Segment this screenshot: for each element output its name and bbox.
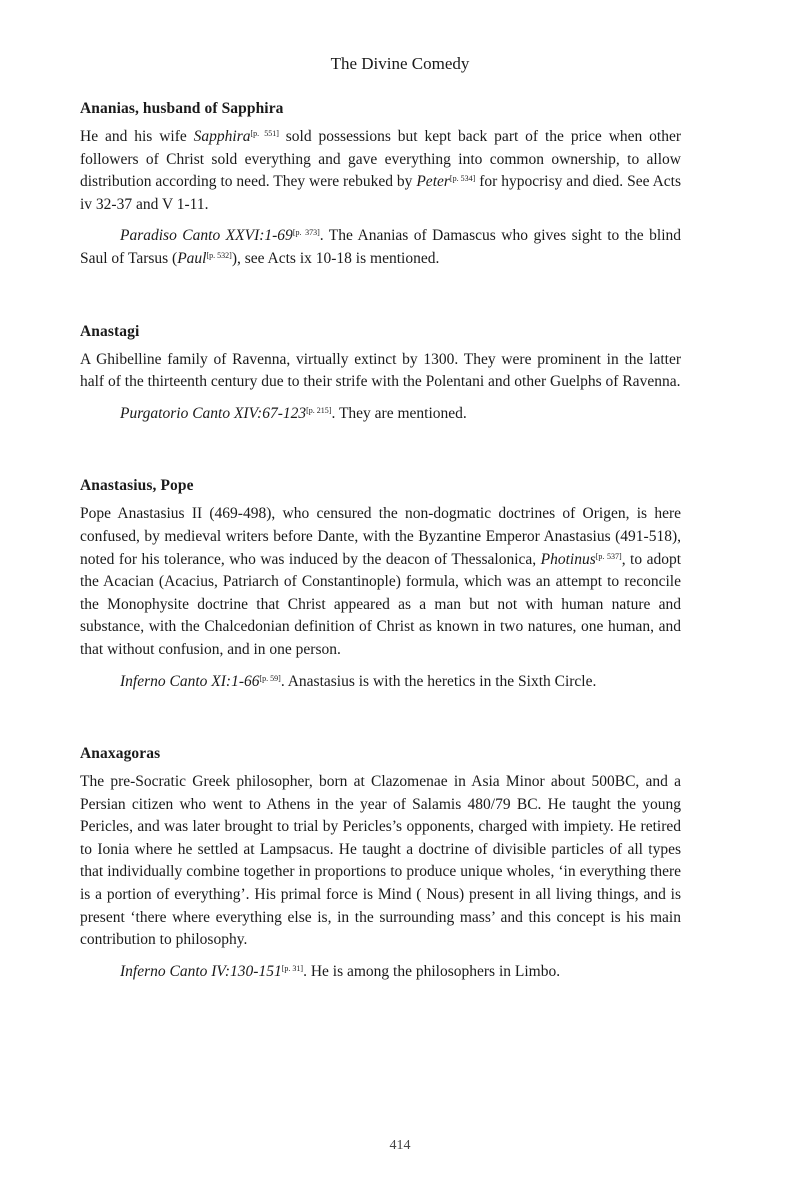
canto-link[interactable]: Purgatorio Canto XIV:67-123	[120, 404, 307, 422]
text-run: . The Ananias of Damascus who gives sight to the blind Saul of Tarsus (	[80, 227, 682, 267]
cross-reference-link[interactable]: Photinus	[540, 550, 596, 568]
text-run: sold possessions but kept back part of the price when other followers of Christ sold everything and gave everything into common ownership, to allow distribution according to need. They were rebuked by	[80, 128, 682, 191]
cross-reference-link[interactable]: Peter	[416, 173, 450, 191]
page-body	[80, 100, 681, 1035]
page-reference[interactable]: [p. 215]	[306, 405, 332, 415]
canto-link[interactable]: Paradiso Canto XXVI:1-69	[120, 227, 293, 245]
text-run: . He is among the philosophers in Limbo.	[303, 962, 561, 980]
entry-anaxagoras	[80, 745, 681, 983]
page-reference[interactable]: [p. 534]	[449, 174, 476, 184]
cross-reference-link[interactable]: Paul	[177, 249, 207, 267]
entry-heading: Anastagi	[80, 322, 140, 340]
canto-reference	[80, 225, 681, 270]
canto-reference	[80, 403, 681, 426]
entry-description	[80, 503, 681, 661]
entry-ananias	[80, 100, 681, 271]
text-run: . Anastasius is with the heretics in the Sixth Circle.	[280, 672, 597, 690]
text-run: ), see Acts ix 10-18 is mentioned.	[231, 249, 440, 267]
entry-description	[80, 126, 681, 216]
entry-anastasius	[80, 477, 681, 693]
text-run: He and his wife	[80, 128, 194, 145]
running-head-title: The Divine Comedy	[330, 54, 470, 73]
entry-description: A Ghibelline family of Ravenna, virtually extinct by 1300. They were prominent in the latter half of the thirteenth century due to their strife with the Polentani and other Guelphs of Ravenna.	[80, 350, 681, 391]
canto-link[interactable]: Inferno Canto IV:130-151	[120, 962, 282, 980]
cross-reference-link[interactable]: Sapphira	[193, 128, 251, 145]
entry-anastagi	[80, 323, 681, 426]
entry-heading: Anaxagoras	[80, 745, 161, 763]
text-run: . They are mentioned.	[331, 404, 467, 422]
text-run: for hypocrisy and died. See Acts iv 32-37 and V 1-11.	[80, 173, 681, 213]
page-reference[interactable]: [p. 31]	[281, 963, 304, 973]
page-reference[interactable]: [p. 373]	[292, 228, 320, 238]
canto-reference	[80, 671, 681, 694]
text-run: , to adopt the Acacian (Acacius, Patriarch of Constantinople) formula, which was an attempt to reconcile the Monophysite doctrine that Christ appeared as a man but not with human nature and substance, with the Chalcedonian definition of Christ as known in two natures, one human, and that without confusion, and in one person.	[80, 550, 682, 658]
page-reference[interactable]: [p. 537]	[595, 551, 622, 561]
text-run: Pope Anastasius II (469-498), who censured the non-dogmatic doctrines of Origen, is here confused, by medieval writers before Dante, with the Byzantine Emperor Anastasius (491-518), noted for his tolerance, who was induced by the deacon of Thessalonica,	[80, 505, 681, 568]
entry-heading: Anastasius, Pope	[80, 477, 194, 495]
page-reference[interactable]: [p. 59]	[259, 673, 281, 683]
page-number: 414	[389, 1138, 411, 1153]
entry-heading: Ananias, husband of Sapphira	[80, 100, 284, 117]
entry-description: The pre-Socratic Greek philosopher, born at Clazomenae in Asia Minor about 500BC, and a Persian citizen who went to Athens in the year of Salamis 480/79 BC. He taught the young Pericles, and was later brought to trial by Pericles’s opponents, charged with impiety. He retired to Ionia where he settled at Lampsacus. He taught a doctrine of divisible particles of all types that individually combine together in proportions to produce unique wholes, ‘in everything there is a portion of everything’. His primal force is Mind ( Nous) present in all living things, and is present ‘there where everything else is, in the surrounding mass’ and this concept is his main contribution to philosophy.	[80, 773, 681, 949]
page-reference[interactable]: [p. 532]	[206, 250, 232, 260]
canto-reference	[80, 961, 681, 984]
canto-link[interactable]: Inferno Canto XI:1-66	[120, 672, 260, 690]
page-reference[interactable]: [p. 551]	[250, 129, 279, 138]
